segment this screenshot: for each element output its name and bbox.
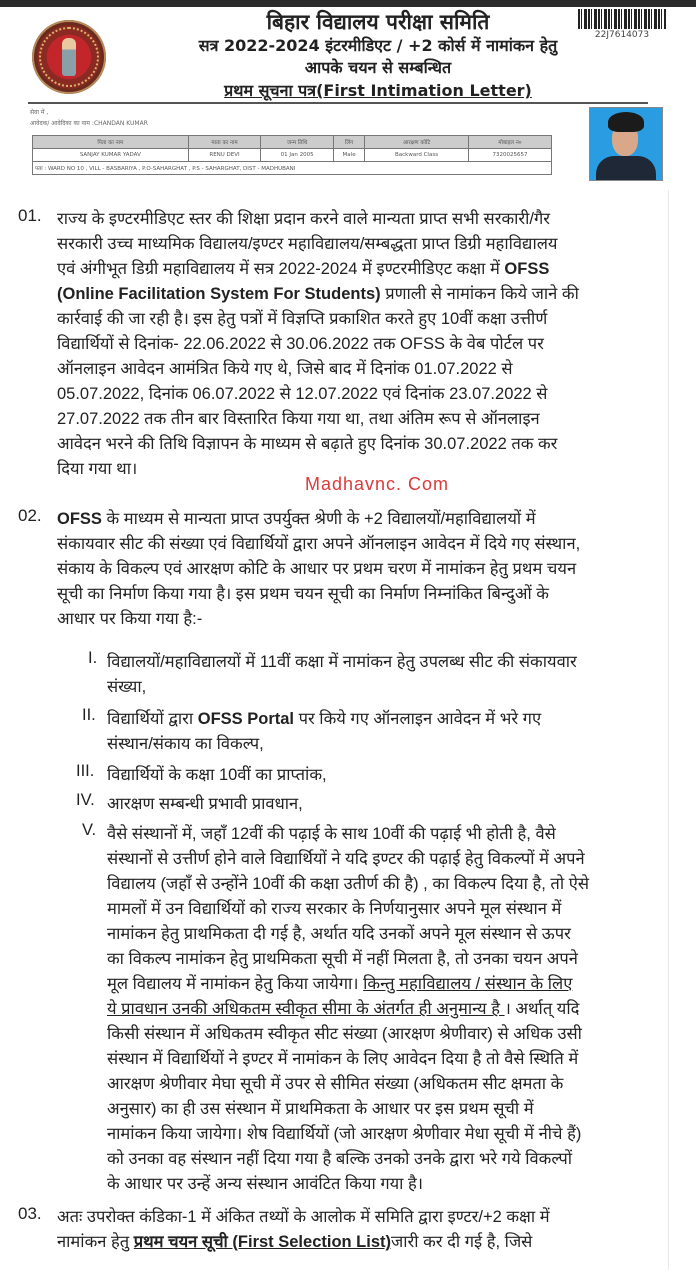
para-1-line: राज्य के इण्टरमीडिएट स्तर की शिक्षा प्रदान करने वाले मान्यता प्राप्त सभी सरकारी/गैर — [57, 210, 551, 228]
photo-shirt — [596, 156, 656, 181]
point-5-line: किसी संस्थान में अधिकतम स्वीकृत सीट संख्या (आरक्षण श्रेणीवार) से अधिक उसी — [107, 1025, 582, 1043]
para-3-line — [57, 1229, 532, 1252]
category: Backward Class — [365, 149, 469, 162]
col-dob: जन्म तिथि — [261, 136, 334, 149]
point-3-number: III. — [76, 762, 95, 780]
point-5-line: संस्थानों से उत्तीर्ण होने वाले विद्यार्थियों ने यदि इण्टर की पढ़ाई हेतु विकल्पों में अपने — [107, 850, 585, 868]
para-1-line: कार्रवाई की जा रही है। इस हेतु पत्रों में विज्ञप्ति प्रकाशित करते हुए 10वीं कक्षा उत्तीर्ण — [57, 310, 548, 328]
para-1-line: सरकारी उच्च माध्यमिक विद्यालय/इण्टर महाविद्यालय/सम्बद्धता प्राप्त डिग्री महाविद्यालय — [57, 235, 558, 253]
para-1-line: विद्यार्थियों से दिनांक- 22.06.2022 से 30.06.2022 तक OFSS के वेब पोर्टल पर — [57, 335, 544, 353]
point-5-text: मूल विद्यालय में नामांकन हेतु किया जायेगा। — [107, 975, 364, 993]
para-1-line: दिया गया था। — [57, 460, 138, 478]
point-5-line — [107, 971, 572, 994]
point-5-line: को उनका वह संस्थान नहीं दिया गया है बल्कि उनको उनके द्वारा भरे गये विकल्पों — [107, 1150, 573, 1168]
point-5-line: विद्यालय (जहाँ से उन्होंने 10वीं की कक्षा उतीर्ण की है) , का विकल्प दिया है, तो ऐसे — [107, 875, 589, 893]
table-row — [33, 149, 552, 162]
col-father-name: पिता का नाम — [33, 136, 189, 149]
applicant-block — [30, 107, 560, 129]
watermark: Madhavnc. Com — [305, 474, 450, 494]
para-1-line: आवेदन भरने की तिथि विज्ञापन के माध्यम से बढ़ाते हुए दिनांक 30.07.2022 तक कर — [57, 435, 558, 453]
point-4-number: IV. — [76, 791, 95, 809]
applicant-name: आवेदक/ आवेदिका का नाम :CHANDAN KUMAR — [30, 120, 148, 127]
para-2-line — [57, 506, 536, 529]
para-1-number: 01. — [18, 206, 42, 225]
header-subtitle-2: आपके चयन से सम्बन्धित — [304, 58, 452, 77]
para-2-text: के माध्यम से मान्यता प्राप्त उपर्युक्त श्रेणी के +2 विद्यालयों/महाविद्यालयों में — [101, 510, 536, 528]
first-selection-list: प्रथम चयन सूची (First Selection List) — [133, 1233, 392, 1251]
point-5-number: V. — [82, 821, 97, 839]
top-dark-bar — [0, 0, 696, 7]
letter-title: प्रथम सूचना पत्र(First Intimation Letter) — [224, 81, 532, 100]
ofss-bold: OFSS — [57, 510, 102, 528]
dob: 01 Jan 2005 — [261, 149, 334, 162]
para-1-line: 27.07.2022 तक तीन बार विस्तारित किया गया था, तथा अंतिम रूप से ऑनलाइन — [57, 410, 540, 428]
point-5-line — [107, 996, 579, 1019]
para-2-line: संकायवार सीट की संख्या एवं विद्यार्थियों द्वारा अपने ऑनलाइन आवेदन में दिये गए संस्थान, — [57, 535, 581, 553]
address: पता : WARD NO 10 , VILL - BASBARIYA , P.O-SAHARGHAT , P.S - SAHARGHAT, DIST - MADHUBANI — [33, 162, 552, 175]
point-5-line: आरक्षण श्रेणीवार मेघा सूची में उपर से सीमित संख्या (अधिकतम सीट क्षमता के — [107, 1075, 564, 1093]
underlined-provision: ये प्रावधान उनकी अधिकतम स्वीकृत सीमा के अंतर्गत ही अनुमान्य है — [107, 1000, 505, 1018]
ofss-bold: OFSS — [504, 260, 550, 278]
ofss-portal-bold: OFSS Portal — [197, 710, 295, 728]
point-5-line: संस्थान में विद्यार्थियों ने इण्टर में नामांकन के लिए आवेदन दिया है तो वैसे स्थिति में — [107, 1050, 579, 1068]
col-mobile: मोबाइल न० — [468, 136, 551, 149]
applicant-info-table — [32, 135, 552, 175]
col-gender: लिंग — [334, 136, 365, 149]
point-5-text: । अर्थात् यदि — [504, 1000, 580, 1018]
col-mother-name: माता का नाम — [188, 136, 261, 149]
para-3-text: नामांकन हेतु — [57, 1233, 134, 1251]
point-2-text: विद्यार्थियों द्वारा — [107, 710, 198, 728]
table-header-row — [33, 136, 552, 149]
to-label: सेवा में , — [30, 109, 49, 116]
para-2-line: आधार पर किया गया है:- — [57, 610, 203, 628]
para-1-line — [57, 256, 549, 279]
para-1-text: एवं अंगीभूत डिग्री महाविद्यालय में सत्र 2022-2024 में इण्टरमीडिएट कक्षा में — [57, 260, 505, 278]
applicant-photo — [589, 107, 663, 181]
point-5-line: मामलों में उन विद्यार्थियों को राज्य सरकार के निर्णयानुसार अपने मूल संस्थान में — [107, 900, 562, 918]
point-2-line — [107, 706, 541, 729]
point-3-line: विद्यार्थियों के कक्षा 10वीं का प्राप्तांक, — [107, 766, 327, 784]
point-2-text: पर किये गए ऑनलाइन आवेदन में भरे गए — [294, 710, 542, 728]
point-1-line: संख्या, — [107, 678, 147, 696]
mother-name: RENU DEVI — [188, 149, 261, 162]
address-row — [33, 162, 552, 175]
point-4-line: आरक्षण सम्बन्धी प्रभावी प्रावधान, — [107, 795, 303, 813]
point-5-line: नामांकन हेतु प्राथमिकता दी गई है, अर्थात यदि उनकों अपने मूल संस्थान से ऊपर — [107, 925, 571, 943]
para-2-number: 02. — [18, 506, 42, 525]
barcode-number: 22J7614073 — [594, 30, 650, 40]
point-1-number: I. — [88, 649, 98, 667]
point-5-line: के आधार पर उन्हें अन्य संस्थान आवंटित किया गया है। — [107, 1175, 424, 1193]
underlined-provision: किन्तु महाविद्यालय / संस्थान के लिए — [363, 975, 573, 993]
para-1-line: ऑनलाइन आवेदन आमंत्रित किये गए थे, जिसे बाद में दिनांक 01.07.2022 से — [57, 360, 513, 378]
point-2-line: संस्थान/संकाय का विकल्प, — [107, 735, 264, 753]
gender: Male — [334, 149, 365, 162]
point-5-line: का विकल्प नामांकन हेतु प्राथमिकता सूची में नहीं मिलता है, तो उनका चयन अपने — [107, 950, 578, 968]
org-name: बिहार विद्यालय परीक्षा समिति — [266, 10, 490, 34]
point-5-line: नामांकन किया जायेगा। शेष विद्यार्थियों (जो आरक्षण श्रेणीवार मेधा सूची में नीचे हैं) — [107, 1125, 582, 1143]
para-1-line — [57, 281, 579, 304]
point-5-line: वैसे संस्थानों में, जहाँ 12वीं की पढ़ाई के साथ 10वीं की पढ़ाई भी होती है, वैसे — [107, 825, 556, 843]
para-2-line: संकाय के विकल्प एवं आरक्षण कोटि के आधार पर प्रथम चरण में नामांकन हेतु प्रथम चयन — [57, 560, 577, 578]
mobile: 7320025657 — [468, 149, 551, 162]
para-1-line: 05.07.2022, दिनांक 06.07.2022 से 12.07.2022 एवं दिनांक 23.07.2022 से — [57, 385, 548, 403]
header-subtitle: सत्र 2022-2024 इंटरमीडिएट / +2 कोर्स में नामांकन हेतु — [198, 36, 558, 55]
para-3-text: जारी कर दी गई है, जिसे — [391, 1233, 533, 1251]
father-name: SANJAY KUMAR YADAV — [33, 149, 189, 162]
barcode-icon — [578, 9, 666, 29]
para-3-line: अतः उपरोक्त कंडिका-1 में अंकित तथ्यों के आलोक में समिति द्वारा इण्टर/+2 कक्षा में — [57, 1208, 550, 1226]
photo-hair — [608, 112, 644, 132]
ofss-full-form: (Online Facilitation System For Students) — [57, 285, 381, 303]
point-2-number: II. — [82, 706, 96, 724]
page-edge — [668, 190, 669, 1270]
header-divider — [28, 102, 648, 104]
point-5-line: अनुसार) का ही उस संस्थान में प्राथमिकता के आधार पर इस प्रथम सूची में — [107, 1100, 534, 1118]
para-2-line: सूची का निर्माण किया गया है। इस प्रथम चयन सूची का निर्माण निम्नांकित बिन्दुओं के — [57, 585, 549, 603]
col-category: आरक्षण कोटि — [365, 136, 469, 149]
point-1-line: विद्यालयों/महाविद्यालयों में 11वीं कक्षा में नामांकन हेतु उपलब्ध सीट की संकायवार — [107, 653, 577, 671]
para-1-text: प्रणाली से नामांकन किये जाने की — [380, 285, 579, 303]
para-3-number: 03. — [18, 1204, 42, 1223]
